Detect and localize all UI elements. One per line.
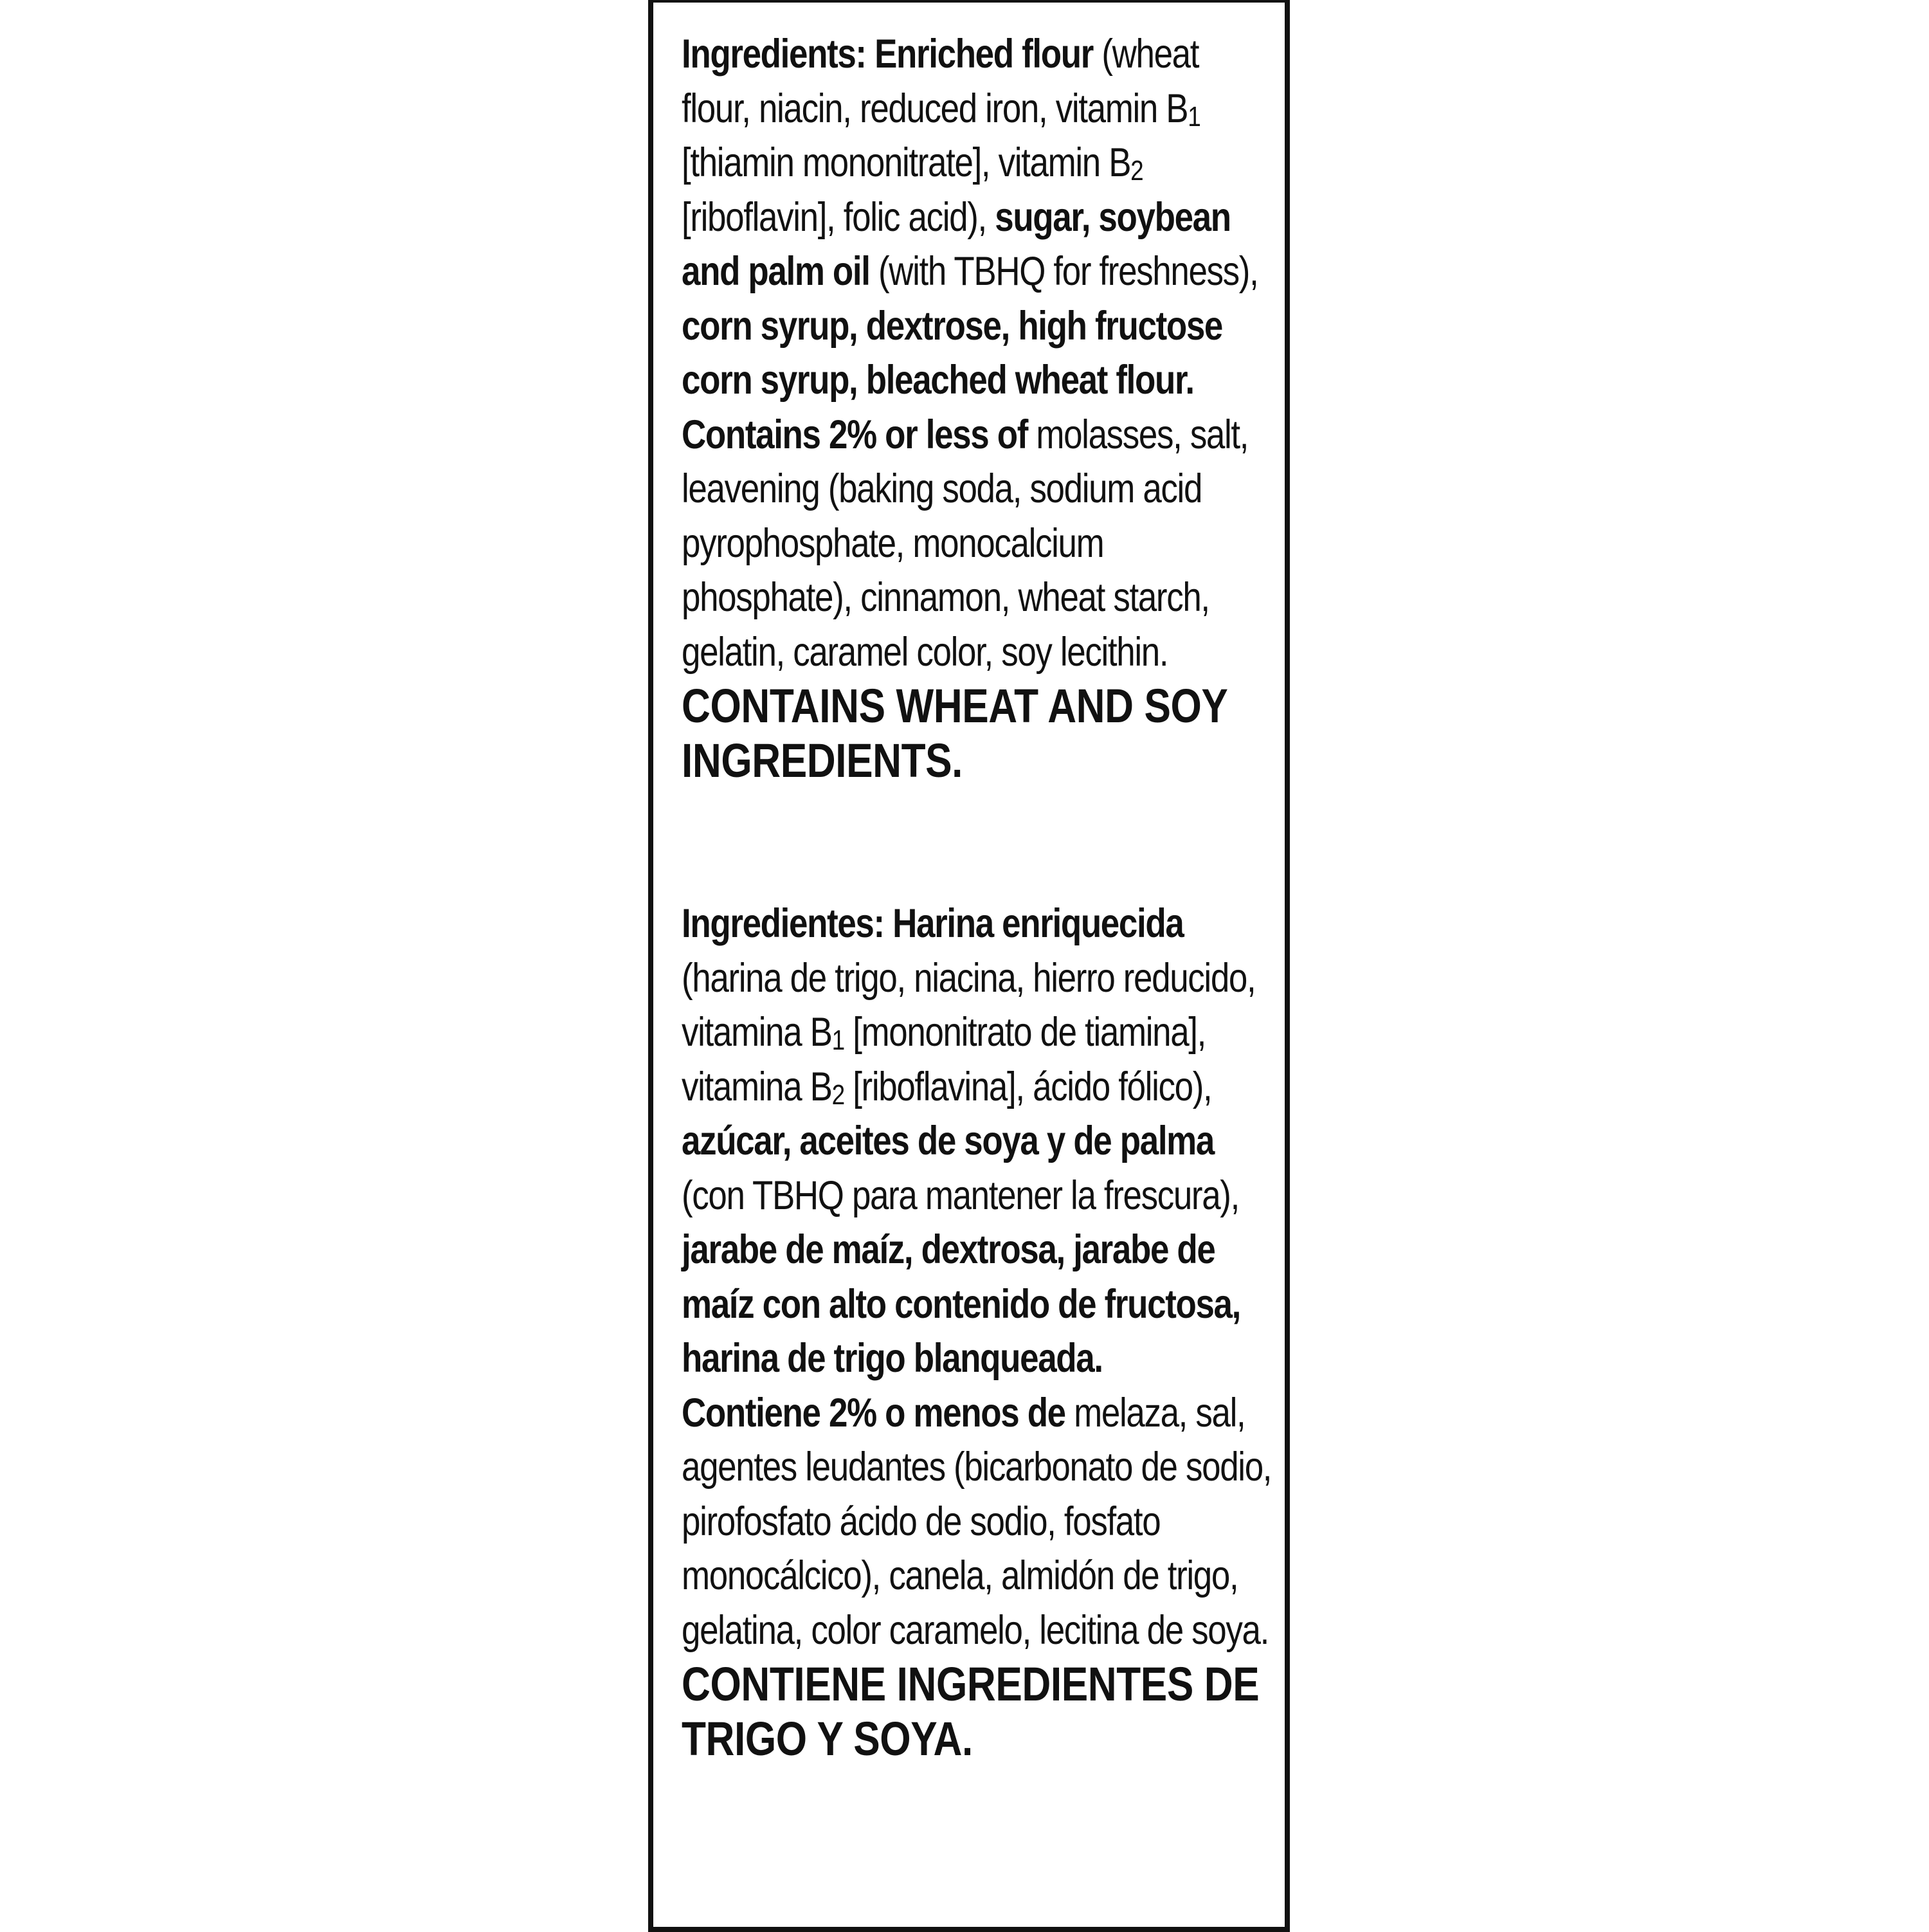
english-text-4: (with TBHQ for freshness), — [869, 249, 1258, 294]
english-subscript-1: 1 — [1188, 100, 1200, 132]
english-subscript-2: 2 — [1130, 155, 1143, 187]
spanish-contains-heading: Contiene 2% o menos de — [682, 1390, 1065, 1435]
spanish-text-1: (harina de trigo, niacina, hierro reducido, vitamina B — [682, 955, 1256, 1055]
spanish-subscript-2: 2 — [831, 1079, 844, 1111]
spanish-text-2: [mononitrato de tiamina], vitamina B — [682, 1010, 1206, 1109]
english-ingredients — [682, 27, 1273, 408]
english-text-2: [thiamin mononitrate], vitamin B — [682, 140, 1131, 185]
english-allergen-statement: CONTAINS WHEAT AND SOY INGREDIENTS. — [682, 679, 1227, 787]
spanish-subscript-1: 1 — [831, 1025, 844, 1056]
spanish-bold-2: jarabe de maíz, dextrosa, jarabe de maíz con alto contenido de fructosa, harina de trigo blanqueada. — [682, 1227, 1241, 1381]
english-text-1: (wheat flour, niacin, reduced iron, vitamin B — [682, 32, 1199, 131]
spanish-allergen-statement: CONTIENE INGREDIENTES DE TRIGO Y SOYA. — [682, 1657, 1260, 1765]
english-bold-1: sugar, soybean and palm oil — [682, 194, 1231, 294]
spanish-minor-ingredients — [682, 1386, 1273, 1658]
spanish-ingredients — [682, 897, 1273, 1386]
english-ingredients-heading: Ingredients: Enriched flour — [682, 32, 1093, 77]
english-contains-heading: Contains 2% or less of — [682, 412, 1028, 457]
spanish-minor-text: melaza, sal, agentes leudantes (bicarbonato de sodio, pirofosfato ácido de sodio, fosfato monocálcico), canela, almidón de trigo, gelatina, color caramelo, lecitina de soya. — [682, 1390, 1272, 1653]
ingredients-panel — [648, 0, 1290, 1932]
spanish-text-3: [riboflavina], ácido fólico), — [844, 1064, 1212, 1109]
spanish-bold-1: azúcar, aceites de soya y de palma — [682, 1118, 1214, 1163]
ingredients-content — [682, 27, 1272, 1766]
spanish-text-4: (con TBHQ para mantener la frescura), — [682, 1172, 1239, 1218]
english-minor-ingredients — [682, 408, 1273, 680]
section-spacer — [682, 788, 1179, 897]
english-text-3: [riboflavin], folic acid), — [682, 194, 995, 240]
english-minor-text: molasses, salt, leavening (baking soda, sodium acid pyrophosphate, monocalcium phosphate), cinnamon, wheat starch, gelatin, caramel color, soy lecithin. — [682, 412, 1249, 675]
english-bold-2: corn syrup, dextrose, high fructose corn syrup, bleached wheat flour. — [682, 303, 1223, 403]
spanish-ingredients-heading: Ingredientes: Harina enriquecida — [682, 901, 1184, 946]
